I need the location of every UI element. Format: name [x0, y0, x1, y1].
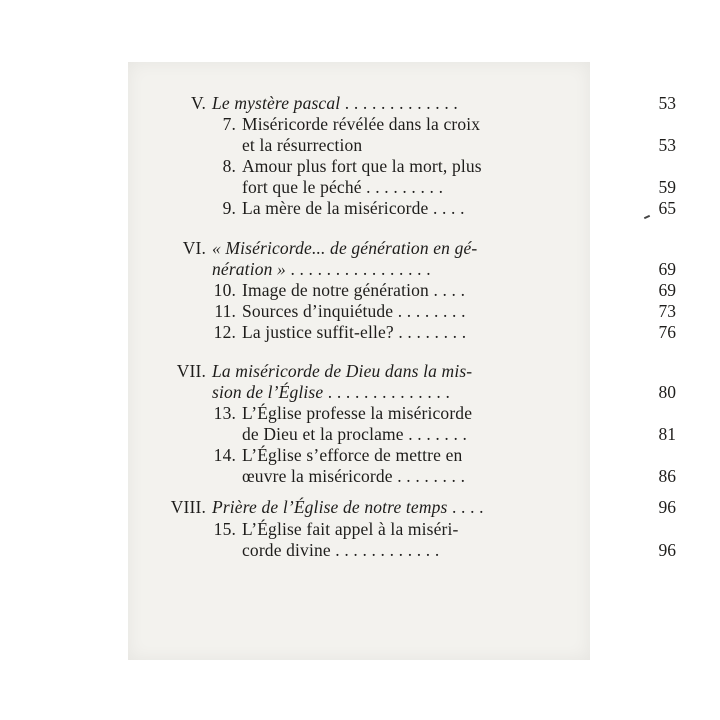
entry-title-text: corde divine [242, 540, 331, 560]
section-title-text: nération » [212, 259, 286, 279]
entry-title-line1 [242, 300, 466, 322]
entry-number: 8. [222, 156, 236, 176]
leader-dots: . . . . . . . . [393, 301, 466, 321]
leader-dots: . . . . [428, 198, 465, 218]
entry-number: 13. [213, 403, 236, 423]
section-title: Le mystère pascal [212, 93, 341, 113]
section-title-line1: La miséricorde de Dieu dans la mis- [212, 361, 473, 381]
leader-dots: . . . . . . . . . [361, 177, 444, 197]
leader-dots: . . . . . . . . [392, 466, 466, 486]
entry-title-line1: L’Église s’efforce de mettre en [242, 445, 463, 465]
section-title: Prière de l’Église de notre temps [212, 497, 448, 517]
page-number: 65 [658, 198, 676, 218]
section-title-text: sion de l’Église [212, 382, 324, 402]
leader-dots: . . . . . . . . . . . . [330, 540, 440, 560]
entry-number: 10. [213, 280, 236, 300]
entry-title-text: Image de notre génération [242, 280, 429, 300]
entry-title-text: Sources d’inquiétude [242, 301, 394, 321]
section-number: V. [190, 93, 206, 113]
entry-title-line1 [242, 197, 465, 219]
page-number: 96 [658, 497, 676, 517]
section-title-line2 [212, 258, 431, 280]
page-number: 53 [658, 135, 676, 155]
page-number: 73 [658, 301, 676, 321]
leader-dots: . . . . . . . . . . . . . [340, 93, 458, 113]
page-number: 53 [658, 93, 676, 113]
section-number: VIII. [170, 497, 206, 517]
entry-title-line2 [242, 423, 467, 445]
page-number: 80 [658, 382, 676, 402]
page-number: 96 [658, 540, 676, 560]
entry-title-text: La mère de la miséricorde [242, 198, 429, 218]
leader-dots: . . . . [428, 280, 466, 300]
section-title-line [212, 496, 484, 518]
entry-title-line2: et la résurrection [242, 135, 363, 155]
entry-number: 14. [213, 445, 236, 465]
entry-title-line2 [242, 465, 465, 487]
section-number: VII. [176, 361, 206, 381]
page-number: 69 [658, 280, 676, 300]
entry-number: 12. [213, 322, 236, 342]
section-title-line [212, 92, 458, 114]
entry-number: 15. [213, 519, 236, 539]
entry-title-line2 [242, 539, 439, 561]
entry-title-text: La justice suffit-elle? [242, 322, 394, 342]
leader-dots: . . . . . . . . . . . . . . . . [285, 259, 431, 279]
entry-title-text: fort que le péché [242, 177, 362, 197]
leader-dots: . . . . [447, 497, 484, 517]
entry-title-line1: Miséricorde révélée dans la croix [242, 114, 481, 134]
entry-title-text: de Dieu et la proclame [242, 424, 404, 444]
entry-title-line1 [242, 321, 466, 343]
book-page [128, 62, 676, 660]
section-number: VI. [182, 238, 206, 258]
leader-dots: . . . . . . . [403, 424, 468, 444]
page-number: 69 [658, 259, 676, 279]
entry-number: 11. [214, 301, 236, 321]
page-number: 81 [658, 424, 676, 444]
entry-title-line2 [242, 176, 443, 198]
entry-title-line1 [242, 279, 465, 301]
entry-title-text: œuvre la miséricorde [242, 466, 393, 486]
page-number: 86 [658, 466, 676, 486]
entry-title-line1: L’Église fait appel à la miséri- [242, 519, 459, 539]
entry-title-line1: Amour plus fort que la mort, plus [242, 156, 482, 176]
leader-dots: . . . . . . . . . . . . . . [323, 382, 450, 402]
entry-title-line1: L’Église professe la miséricorde [242, 403, 473, 423]
leader-dots: . . . . . . . . [393, 322, 467, 342]
entry-number: 7. [222, 114, 236, 134]
entry-number: 9. [222, 198, 236, 218]
section-title-line2 [212, 381, 450, 403]
page-number: 59 [658, 177, 676, 197]
page-number: 76 [658, 322, 676, 342]
section-title-line1: « Miséricorde... de génération en gé- [212, 238, 478, 258]
